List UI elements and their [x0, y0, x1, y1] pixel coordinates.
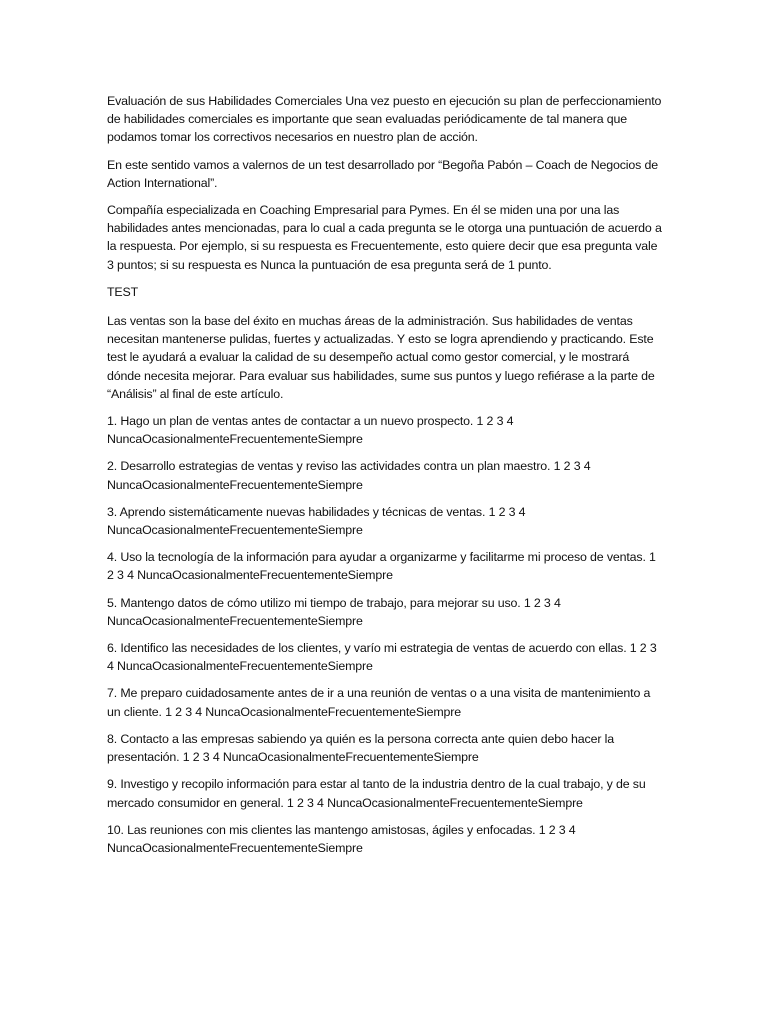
question-item-3: 3. Aprendo sistemáticamente nuevas habilidades y técnicas de ventas. 1 2 3 4 NuncaOcasionalmenteFrecuentementeSiempre — [107, 504, 526, 538]
question-item-1: 1. Hago un plan de ventas antes de contactar a un nuevo prospecto. 1 2 3 4 NuncaOcasionalmenteFrecuentementeSiempre — [107, 414, 514, 447]
intro-paragraph: Evaluación de sus Habilidades Comerciales Una vez puesto en ejecución su plan de perfeccionamiento de habilidades comerciales es importante que sean evaluadas periódicamente de tal manera que podamos tomar los correctivos necesarios en nuestro plan de acción. — [107, 94, 662, 145]
question-item-9: 9. Investigo y recopilo información para estar al tanto de la industria dentro de la cual trabajo, y de su mercado consumidor en general. 1 2 3 4 NuncaOcasionalmenteFrecuentementeSiempre — [107, 777, 646, 810]
question-item-8: 8. Contacto a las empresas sabiendo ya quién es la persona correcta ante quien debo hacer la presentación. 1 2 3 4 NuncaOcasionalmenteFrecuentementeSiempre — [107, 731, 614, 765]
document-page — [107, 92, 663, 866]
test-source-paragraph: En este sentido vamos a valernos de un test desarrollado por “Begoña Pabón – Coach de Negocios de Action International”. — [107, 157, 658, 190]
question-item-7: 7. Me preparo cuidadosamente antes de ir a una reunión de ventas o a una visita de mantenimiento a un cliente. 1 2 3 4 NuncaOcasionalmenteFrecuentementeSiempre — [107, 686, 651, 719]
test-heading: TEST — [107, 284, 139, 299]
company-paragraph: Compañía especializada en Coaching Empresarial para Pymes. En él se miden una por una las habilidades antes mencionadas, para lo cual a cada pregunta se le otorga una puntuación de acuerdo a la respuesta. Por ejemplo, si su respuesta es Frecuentemente, esto quiere decir que esa pregunta vale 3 puntos; si su respuesta es Nunca la puntuación de esa pregunta será de 1 punto. — [107, 203, 662, 272]
question-item-5: 5. Mantengo datos de cómo utilizo mi tiempo de trabajo, para mejorar su uso. 1 2 3 4 NuncaOcasionalmenteFrecuentementeSiempre — [107, 595, 561, 628]
question-item-10: 10. Las reuniones con mis clientes las mantengo amistosas, ágiles y enfocadas. 1 2 3 4 NuncaOcasionalmenteFrecuentementeSiempre — [107, 822, 576, 855]
question-item-4: 4. Uso la tecnología de la información para ayudar a organizarme y facilitarme mi proceso de ventas. 1 2 3 4 NuncaOcasionalmenteFrecuentementeSiempre — [107, 550, 656, 583]
question-item-2: 2. Desarrollo estrategias de ventas y reviso las actividades contra un plan maestro. 1 2 3 4 NuncaOcasionalmenteFrecuentementeSiempre — [107, 459, 591, 492]
test-description-paragraph: Las ventas son la base del éxito en muchas áreas de la administración. Sus habilidades de ventas necesitan mantenerse pulidas, fuertes y actualizadas. Y esto se logra aprendiendo y practicando. Este test le ayudará a evaluar la calidad de su desempeño actual como gestor comercial, y le mostrará dónde necesita mejorar. Para evaluar sus habilidades, sume sus puntos y luego refiérase a la parte de “Análisis” al final de este artículo. — [107, 314, 655, 401]
question-item-6: 6. Identifico las necesidades de los clientes, y varío mi estrategia de ventas de acuerdo con ellas. 1 2 3 4 NuncaOcasionalmenteFrecuentementeSiempre — [107, 641, 657, 674]
